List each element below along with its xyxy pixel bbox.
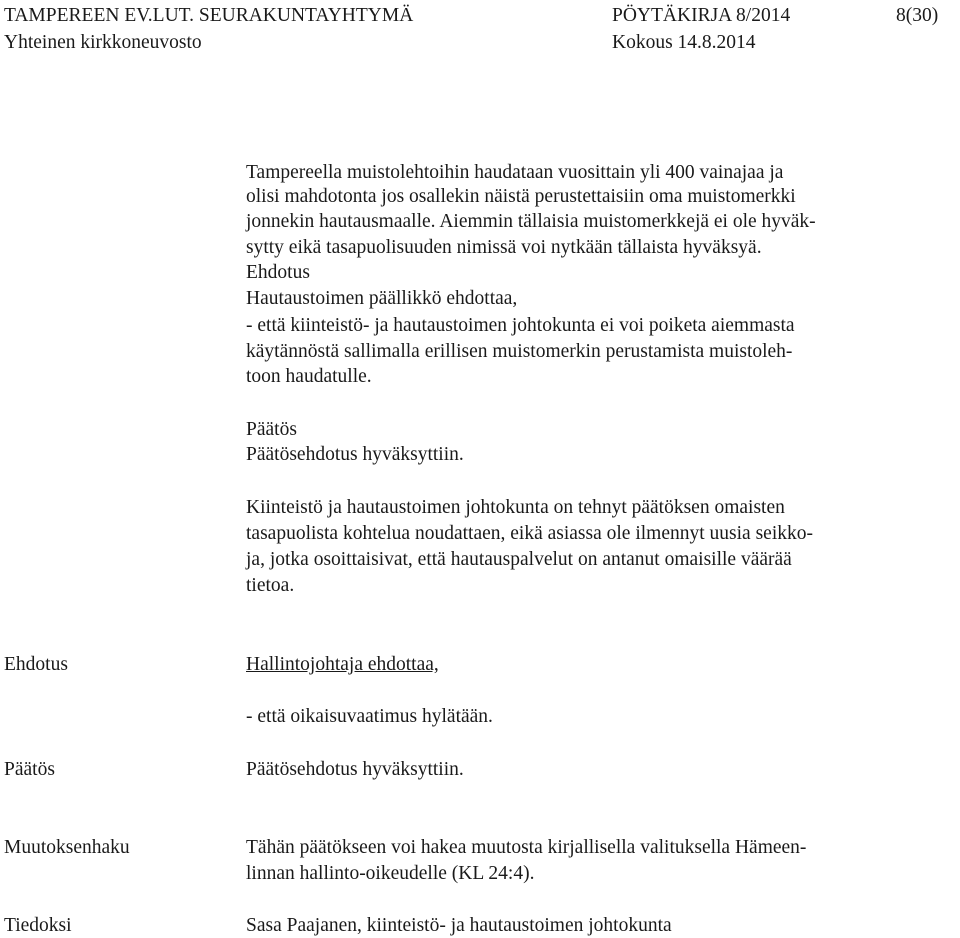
section-tiedoksi-label: Tiedoksi <box>4 915 72 936</box>
body-paragraph-1-line-2: olisi mahdotonta jos osallekin näistä perustettaisiin oma muistomerkki <box>246 186 796 207</box>
section-tiedoksi-text: Sasa Paajanen, kiinteistö- ja hautaustoimen johtokunta <box>246 915 672 936</box>
body-ehdotus-heading: Ehdotus <box>246 262 310 283</box>
header-meeting: Kokous 14.8.2014 <box>612 32 756 53</box>
body-paragraph-1-line-3: jonnekin hautausmaalle. Aiemmin tällaisia muistomerkkejä ei ole hyväk- <box>246 211 816 232</box>
body-paragraph-2-line-1: Kiinteistö ja hautaustoimen johtokunta on tehnyt päätöksen omaisten <box>246 497 785 518</box>
section-paatos-label: Päätös <box>4 759 55 780</box>
section-ehdotus-item: - että oikaisuvaatimus hylätään. <box>246 706 493 727</box>
header-page-number: 8(30) <box>896 5 939 26</box>
section-ehdotus-text: Hallintojohtaja ehdottaa, <box>246 654 439 675</box>
section-muutoksenhaku-line-2: linnan hallinto-oikeudelle (KL 24:4). <box>246 863 535 884</box>
body-paragraph-1-line-1: Tampereella muistolehtoihin haudataan vuosittain yli 400 vainajaa ja <box>246 162 784 183</box>
body-ehdotus-intro: Hautaustoimen päällikkö ehdottaa, <box>246 288 518 309</box>
header-org: TAMPEREEN EV.LUT. SEURAKUNTAYHTYMÄ <box>4 5 414 26</box>
body-paragraph-2-line-3: ja, jotka osoittaisivat, että hautauspalvelut on antanut omaisille väärää <box>246 549 792 570</box>
body-paragraph-1-line-4: sytty eikä tasapuolisuuden nimissä voi nytkään tällaista hyväksyä. <box>246 237 762 258</box>
body-paragraph-2-line-2: tasapuolista kohtelua noudattaen, eikä asiassa ole ilmennyt uusia seikko- <box>246 523 813 544</box>
body-ehdotus-line-2: käytännöstä sallimalla erillisen muistomerkin perustamista muistoleh- <box>246 341 793 362</box>
body-ehdotus-line-1: - että kiinteistö- ja hautaustoimen johtokunta ei voi poiketa aiemmasta <box>246 315 795 336</box>
section-paatos-text: Päätösehdotus hyväksyttiin. <box>246 759 464 780</box>
body-paragraph-2-line-4: tietoa. <box>246 575 295 596</box>
body-paatos-heading: Päätös <box>246 419 297 440</box>
header-doc-type: PÖYTÄKIRJA 8/2014 <box>612 5 791 26</box>
body-ehdotus-line-3: toon haudatulle. <box>246 366 372 387</box>
header-body-name: Yhteinen kirkkoneuvosto <box>4 32 202 53</box>
section-ehdotus-label: Ehdotus <box>4 654 68 675</box>
body-paatos-text: Päätösehdotus hyväksyttiin. <box>246 444 464 465</box>
section-muutoksenhaku-line-1: Tähän päätökseen voi hakea muutosta kirjallisella valituksella Hämeen- <box>246 837 807 858</box>
section-muutoksenhaku-label: Muutoksenhaku <box>4 837 130 858</box>
